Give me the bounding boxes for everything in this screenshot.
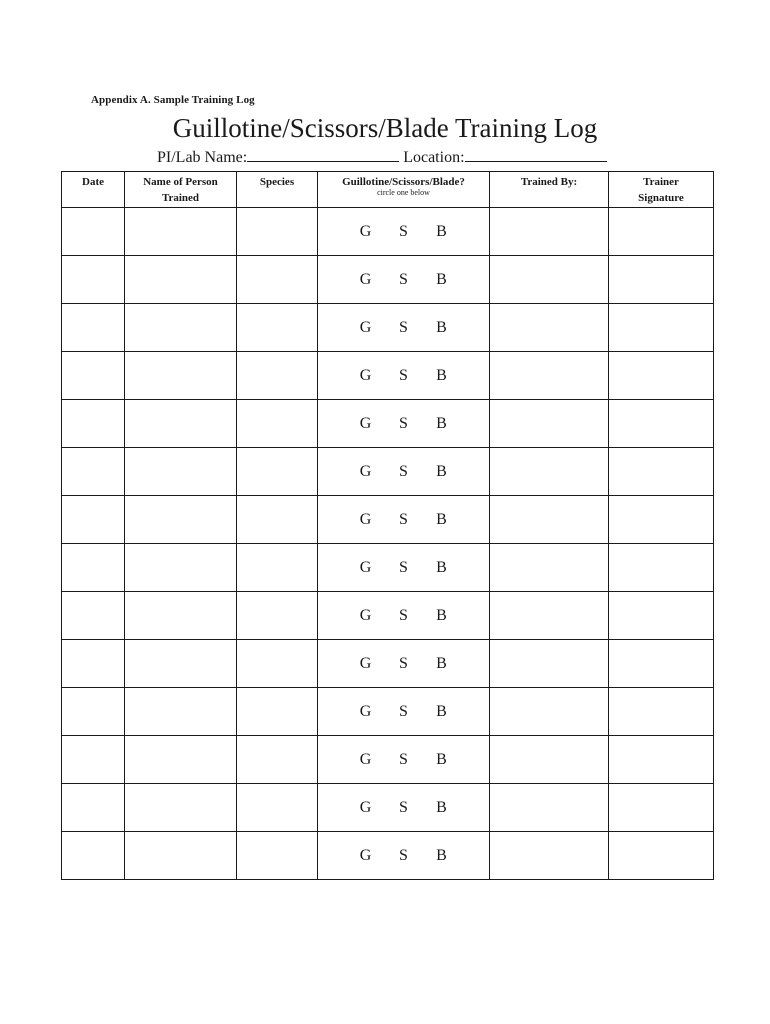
cell-instrument (318, 256, 490, 304)
instrument-choices (318, 559, 489, 577)
choice-s[interactable]: S (399, 558, 408, 576)
cell-name[interactable] (125, 352, 237, 400)
cell-name[interactable] (125, 784, 237, 832)
cell-instrument (318, 592, 490, 640)
cell-signature[interactable] (609, 640, 714, 688)
choice-s[interactable]: S (399, 270, 408, 288)
table-row (62, 256, 714, 304)
choice-g[interactable]: G (359, 750, 372, 768)
cell-instrument (318, 304, 490, 352)
instrument-choices (318, 463, 489, 481)
cell-name[interactable] (125, 736, 237, 784)
instrument-choices (318, 799, 489, 817)
cell-instrument (318, 640, 490, 688)
cell-species[interactable] (237, 688, 318, 736)
cell-name[interactable] (125, 544, 237, 592)
cell-trained-by[interactable] (490, 496, 609, 544)
choice-s[interactable]: S (399, 798, 408, 816)
table-row (62, 784, 714, 832)
header-instrument-hint: circle one below (377, 188, 430, 197)
cell-name[interactable] (125, 400, 237, 448)
choice-g[interactable]: G (359, 270, 372, 288)
cell-date[interactable] (62, 496, 125, 544)
cell-date[interactable] (62, 352, 125, 400)
instrument-choices (318, 703, 489, 721)
table-row (62, 208, 714, 256)
choice-b[interactable]: B (436, 846, 447, 864)
choice-b[interactable]: B (436, 510, 447, 528)
cell-instrument (318, 832, 490, 880)
choice-s[interactable]: S (399, 702, 408, 720)
cell-name[interactable] (125, 832, 237, 880)
cell-signature[interactable] (609, 256, 714, 304)
cell-instrument (318, 544, 490, 592)
cell-signature[interactable] (609, 592, 714, 640)
choice-s[interactable]: S (399, 654, 408, 672)
choice-b[interactable]: B (436, 606, 447, 624)
header-date: Date (62, 172, 125, 208)
choice-g[interactable]: G (359, 702, 372, 720)
cell-date[interactable] (62, 400, 125, 448)
choice-b[interactable]: B (436, 750, 447, 768)
table-row (62, 640, 714, 688)
table-row (62, 304, 714, 352)
cell-signature[interactable] (609, 832, 714, 880)
cell-name[interactable] (125, 448, 237, 496)
instrument-choices (318, 655, 489, 673)
table-row (62, 688, 714, 736)
cell-trained-by[interactable] (490, 688, 609, 736)
cell-trained-by[interactable] (490, 544, 609, 592)
cell-name[interactable] (125, 208, 237, 256)
choice-g[interactable]: G (359, 318, 372, 336)
table-row (62, 352, 714, 400)
choice-b[interactable]: B (436, 414, 447, 432)
instrument-choices (318, 607, 489, 625)
choice-s[interactable]: S (399, 414, 408, 432)
cell-instrument (318, 496, 490, 544)
instrument-choices (318, 271, 489, 289)
table-row (62, 448, 714, 496)
cell-signature[interactable] (609, 496, 714, 544)
instrument-choices (318, 367, 489, 385)
cell-instrument (318, 736, 490, 784)
cell-date[interactable] (62, 832, 125, 880)
cell-trained-by[interactable] (490, 640, 609, 688)
cell-instrument (318, 688, 490, 736)
table-row (62, 400, 714, 448)
header-species: Species (237, 172, 318, 208)
cell-instrument (318, 208, 490, 256)
cell-name[interactable] (125, 592, 237, 640)
pi-location-line (157, 149, 607, 167)
choice-g[interactable]: G (359, 558, 372, 576)
instrument-choices (318, 847, 489, 865)
choice-b[interactable]: B (436, 270, 447, 288)
cell-date[interactable] (62, 688, 125, 736)
instrument-choices (318, 223, 489, 241)
header-name-of-person-trained: Name of Person Trained (125, 172, 237, 208)
cell-signature[interactable] (609, 736, 714, 784)
choice-s[interactable]: S (399, 510, 408, 528)
choice-s[interactable]: S (399, 606, 408, 624)
instrument-choices (318, 319, 489, 337)
cell-instrument (318, 784, 490, 832)
header-trained-by: Trained By: (490, 172, 609, 208)
cell-name[interactable] (125, 640, 237, 688)
cell-date[interactable] (62, 784, 125, 832)
cell-signature[interactable] (609, 784, 714, 832)
table-row (62, 544, 714, 592)
choice-g[interactable]: G (359, 462, 372, 480)
cell-species[interactable] (237, 304, 318, 352)
choice-b[interactable]: B (436, 222, 447, 240)
cell-species[interactable] (237, 448, 318, 496)
cell-species[interactable] (237, 640, 318, 688)
choice-g[interactable]: G (359, 606, 372, 624)
cell-trained-by[interactable] (490, 736, 609, 784)
choice-g[interactable]: G (359, 654, 372, 672)
choice-b[interactable]: B (436, 318, 447, 336)
choice-g[interactable]: G (359, 414, 372, 432)
cell-species[interactable] (237, 592, 318, 640)
cell-trained-by[interactable] (490, 352, 609, 400)
cell-signature[interactable] (609, 448, 714, 496)
choice-b[interactable]: B (436, 798, 447, 816)
location-blank[interactable] (465, 149, 607, 162)
table-row (62, 592, 714, 640)
choice-g[interactable]: G (359, 510, 372, 528)
table-header-row (62, 172, 714, 208)
pi-lab-blank[interactable] (247, 149, 399, 162)
choice-s[interactable]: S (399, 462, 408, 480)
table-body (62, 208, 714, 880)
cell-trained-by[interactable] (490, 448, 609, 496)
table-row (62, 736, 714, 784)
cell-signature[interactable] (609, 688, 714, 736)
cell-date[interactable] (62, 448, 125, 496)
choice-g[interactable]: G (359, 798, 372, 816)
table-row (62, 832, 714, 880)
cell-date[interactable] (62, 208, 125, 256)
cell-species[interactable] (237, 832, 318, 880)
cell-species[interactable] (237, 352, 318, 400)
cell-species[interactable] (237, 400, 318, 448)
page-title (0, 113, 770, 144)
cell-trained-by[interactable] (490, 832, 609, 880)
cell-name[interactable] (125, 256, 237, 304)
header-instrument: Guillotine/Scissors/Blade? circle one below (318, 172, 490, 208)
choice-s[interactable]: S (399, 750, 408, 768)
choice-s[interactable]: S (399, 222, 408, 240)
cell-instrument (318, 352, 490, 400)
cell-signature[interactable] (609, 304, 714, 352)
choice-g[interactable]: G (359, 366, 372, 384)
cell-name[interactable] (125, 688, 237, 736)
choice-s[interactable]: S (399, 318, 408, 336)
instrument-choices (318, 511, 489, 529)
header-trainer-signature: Trainer Signature (609, 172, 714, 208)
appendix-label: Appendix A. Sample Training Log (91, 94, 255, 106)
choice-g[interactable]: G (359, 846, 372, 864)
choice-s[interactable]: S (399, 366, 408, 384)
choice-b[interactable]: B (436, 366, 447, 384)
cell-signature[interactable] (609, 352, 714, 400)
cell-signature[interactable] (609, 544, 714, 592)
cell-trained-by[interactable] (490, 400, 609, 448)
page-title-text: Guillotine/Scissors/Blade Training Log (172, 113, 598, 143)
cell-trained-by[interactable] (490, 208, 609, 256)
choice-b[interactable]: B (436, 702, 447, 720)
cell-trained-by[interactable] (490, 592, 609, 640)
cell-species[interactable] (237, 736, 318, 784)
cell-trained-by[interactable] (490, 784, 609, 832)
choice-g[interactable]: G (359, 222, 372, 240)
cell-date[interactable] (62, 544, 125, 592)
choice-b[interactable]: B (436, 462, 447, 480)
cell-name[interactable] (125, 496, 237, 544)
cell-instrument (318, 400, 490, 448)
instrument-choices (318, 415, 489, 433)
cell-species[interactable] (237, 496, 318, 544)
cell-date[interactable] (62, 304, 125, 352)
cell-trained-by[interactable] (490, 256, 609, 304)
cell-trained-by[interactable] (490, 304, 609, 352)
cell-species[interactable] (237, 208, 318, 256)
cell-species[interactable] (237, 544, 318, 592)
choice-s[interactable]: S (399, 846, 408, 864)
cell-signature[interactable] (609, 400, 714, 448)
cell-date[interactable] (62, 592, 125, 640)
cell-signature[interactable] (609, 208, 714, 256)
choice-b[interactable]: B (436, 558, 447, 576)
cell-name[interactable] (125, 304, 237, 352)
table-row (62, 496, 714, 544)
cell-species[interactable] (237, 784, 318, 832)
pi-lab-label: PI/Lab Name: (157, 149, 248, 166)
choice-b[interactable]: B (436, 654, 447, 672)
training-log-table (61, 171, 714, 880)
cell-date[interactable] (62, 736, 125, 784)
cell-date[interactable] (62, 640, 125, 688)
cell-species[interactable] (237, 256, 318, 304)
cell-date[interactable] (62, 256, 125, 304)
cell-instrument (318, 448, 490, 496)
instrument-choices (318, 751, 489, 769)
location-label: Location: (403, 149, 465, 166)
